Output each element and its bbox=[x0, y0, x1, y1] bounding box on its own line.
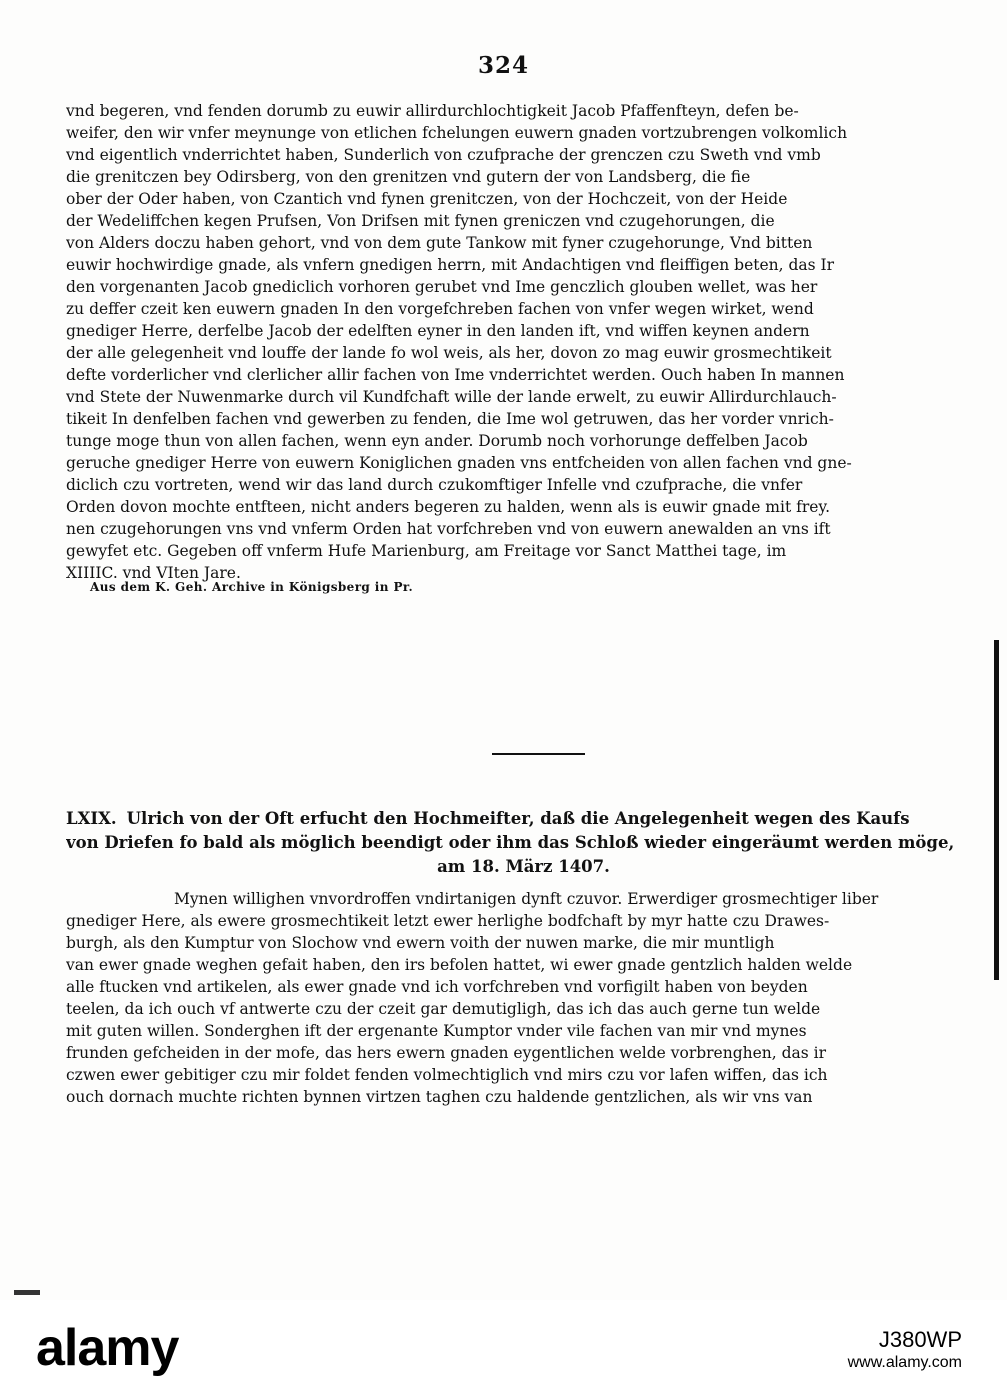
body-line: weifer, den wir vnfer meynunge von etlichen fchelungen euwern gnaden vortzubrengen volkomlich bbox=[66, 124, 848, 142]
letter-line: alle ftucken vnd artikelen, als ewer gnade vnd ich vorfchreben vnd vorfigilt haben von beyden bbox=[66, 978, 808, 996]
stock-watermark-bar bbox=[0, 1300, 1007, 1390]
letter-line: teelen, da ich ouch vf antwerte czu der czeit gar demutigligh, das ich das auch gerne tun welde bbox=[66, 1000, 821, 1018]
body-line: tunge moge thun von allen fachen, wenn eyn ander. Dorumb noch vorhorunge deffelben Jacob bbox=[66, 432, 808, 450]
body-line: nen czugehorungen vns vnd vnferm Orden hat vorfchreben vnd von euwern anewalden an vns ift bbox=[66, 520, 831, 538]
letter-text-block bbox=[66, 888, 981, 1108]
letter-line: ouch dornach muchte richten bynnen virtzen taghen czu haldende gentzlichen, als wir vns van bbox=[66, 1088, 813, 1106]
section-title-line: von Driefen fo bald als möglich beendigt oder ihm das Schloß wieder eingeräumt werden möge, bbox=[66, 833, 955, 852]
body-line: XIIIIC. vnd VIten Jare. bbox=[66, 564, 241, 582]
body-line: geruche gnediger Herre von euwern Koniglichen gnaden vns entfcheiden von allen fachen vnd gne- bbox=[66, 454, 852, 472]
body-line: die grenitczen bey Odirsberg, von den grenitzen vnd gutern der von Landsberg, die fie bbox=[66, 168, 751, 186]
letter-line: burgh, als den Kumptur von Slochow vnd ewern voith der nuwen marke, die mir muntligh bbox=[66, 934, 775, 952]
section-heading bbox=[66, 807, 981, 879]
letter-line: mit guten willen. Sonderghen ift der ergenante Kumptor vnder vile fachen van mir vnd mynes bbox=[66, 1022, 807, 1040]
letter-line: czwen ewer gebitiger czu mir foldet fenden volmechtiglich vnd mirs czu vor lafen wiffen, das ich bbox=[66, 1066, 828, 1084]
watermark-url: www.alamy.com bbox=[847, 1354, 962, 1371]
body-line: defte vorderlicher vnd clerlicher allir fachen von Ime vnderrichtet werden. Ouch haben In mannen bbox=[66, 366, 845, 384]
body-line: tikeit In denfelben fachen vnd gewerben zu fenden, die Ime wol getruwen, das her vorder vnrich- bbox=[66, 410, 834, 428]
letter-line: frunden gefcheiden in der mofe, das hers ewern gnaden eygentlichen welde vorbrenghen, das ir bbox=[66, 1044, 827, 1062]
body-line: vnd Stete der Nuwenmarke durch vil Kundfchaft wille der lande erwelt, zu euwir Allirdurchlauch- bbox=[66, 388, 837, 406]
image-id: J380WP bbox=[878, 1327, 962, 1352]
body-line: der alle gelegenheit vnd louffe der lande fo wol weis, als her, dovon zo mag euwir grosmechtikeit bbox=[66, 344, 832, 362]
scan-artifact bbox=[14, 1290, 40, 1295]
body-line: den vorgenanten Jacob gnedicliсh vorhoren gerubet vnd Ime genczlich glouben wellet, was her bbox=[66, 278, 818, 296]
body-line: gewyfet etc. Gegeben off vnferm Hufe Marienburg, am Freitage vor Sanct Matthei tage, im bbox=[66, 542, 787, 560]
page-number: 324 bbox=[477, 52, 529, 79]
body-line: Orden dovon mochte entfteen, nicht anders begeren zu halden, wenn als is euwir gnade mit frey. bbox=[66, 498, 831, 516]
alamy-logo: alamy bbox=[36, 1319, 179, 1377]
body-line: gnediger Herre, derfelbe Jacob der edelften eyner in den landen ift, vnd wiffen keynen andern bbox=[66, 322, 810, 340]
body-line: der Wedeliffchen kegen Prufsen, Von Drifsen mit fynen greniczen vnd czugehorungen, die bbox=[66, 212, 775, 230]
body-line: vnd eigentlich vnderrichtet haben, Sunderlich von czufprache der grenczen czu Sweth vnd vmb bbox=[66, 146, 821, 164]
body-line: ober der Oder haben, von Czantich vnd fynen grenitczen, von der Hochczeit, von der Heide bbox=[66, 190, 788, 208]
body-line: zu deffer czeit ken euwern gnaden In den vorgefchreben fachen von vnfer wegen wirket, wend bbox=[66, 300, 814, 318]
letter-line: Mynen willighen vnvordroffen vndirtanigen dynft czuvor. Erwerdiger grosmechtiger liber bbox=[174, 890, 879, 908]
section-date: am 18. März 1407. bbox=[437, 857, 610, 876]
body-line: euwir hochwirdige gnade, als vnfern gnedigen herrn, mit Andachtigen vnd fleiffigen beten, das Ir bbox=[66, 256, 835, 274]
body-text-block bbox=[66, 100, 981, 584]
body-line: diclich czu vortreten, wend wir das land durch czukomftiger Infelle vnd czufprache, die vnfer bbox=[66, 476, 803, 494]
letter-line: gnediger Here, als ewere grosmechtikeit letzt ewer herlighe bodfchaft by myr hatte czu Drawes- bbox=[66, 912, 830, 930]
section-number: LXIX. bbox=[66, 809, 117, 828]
body-line: vnd begeren, vnd fenden dorumb zu euwir allirdurchlochtigkeit Jacob Pfaffenfteyn, defen be- bbox=[66, 102, 799, 120]
body-line: von Alders doczu haben gehort, vnd von dem gute Tankow mit fyner czugehorunge, Vnd bitten bbox=[66, 234, 813, 252]
letter-line: van ewer gnade weghen gefait haben, den irs befolen hattet, wi ewer gnade gentzlich halden welde bbox=[66, 956, 853, 974]
section-title-line: Ulrich von der Oft erfucht den Hochmeifter, daß die Angelegenheit wegen des Kaufs bbox=[126, 809, 910, 828]
binding-edge-mark bbox=[994, 640, 999, 980]
section-divider bbox=[492, 753, 585, 755]
archive-source-note: Aus dem K. Geh. Archive in Königsberg in Pr. bbox=[90, 580, 414, 594]
